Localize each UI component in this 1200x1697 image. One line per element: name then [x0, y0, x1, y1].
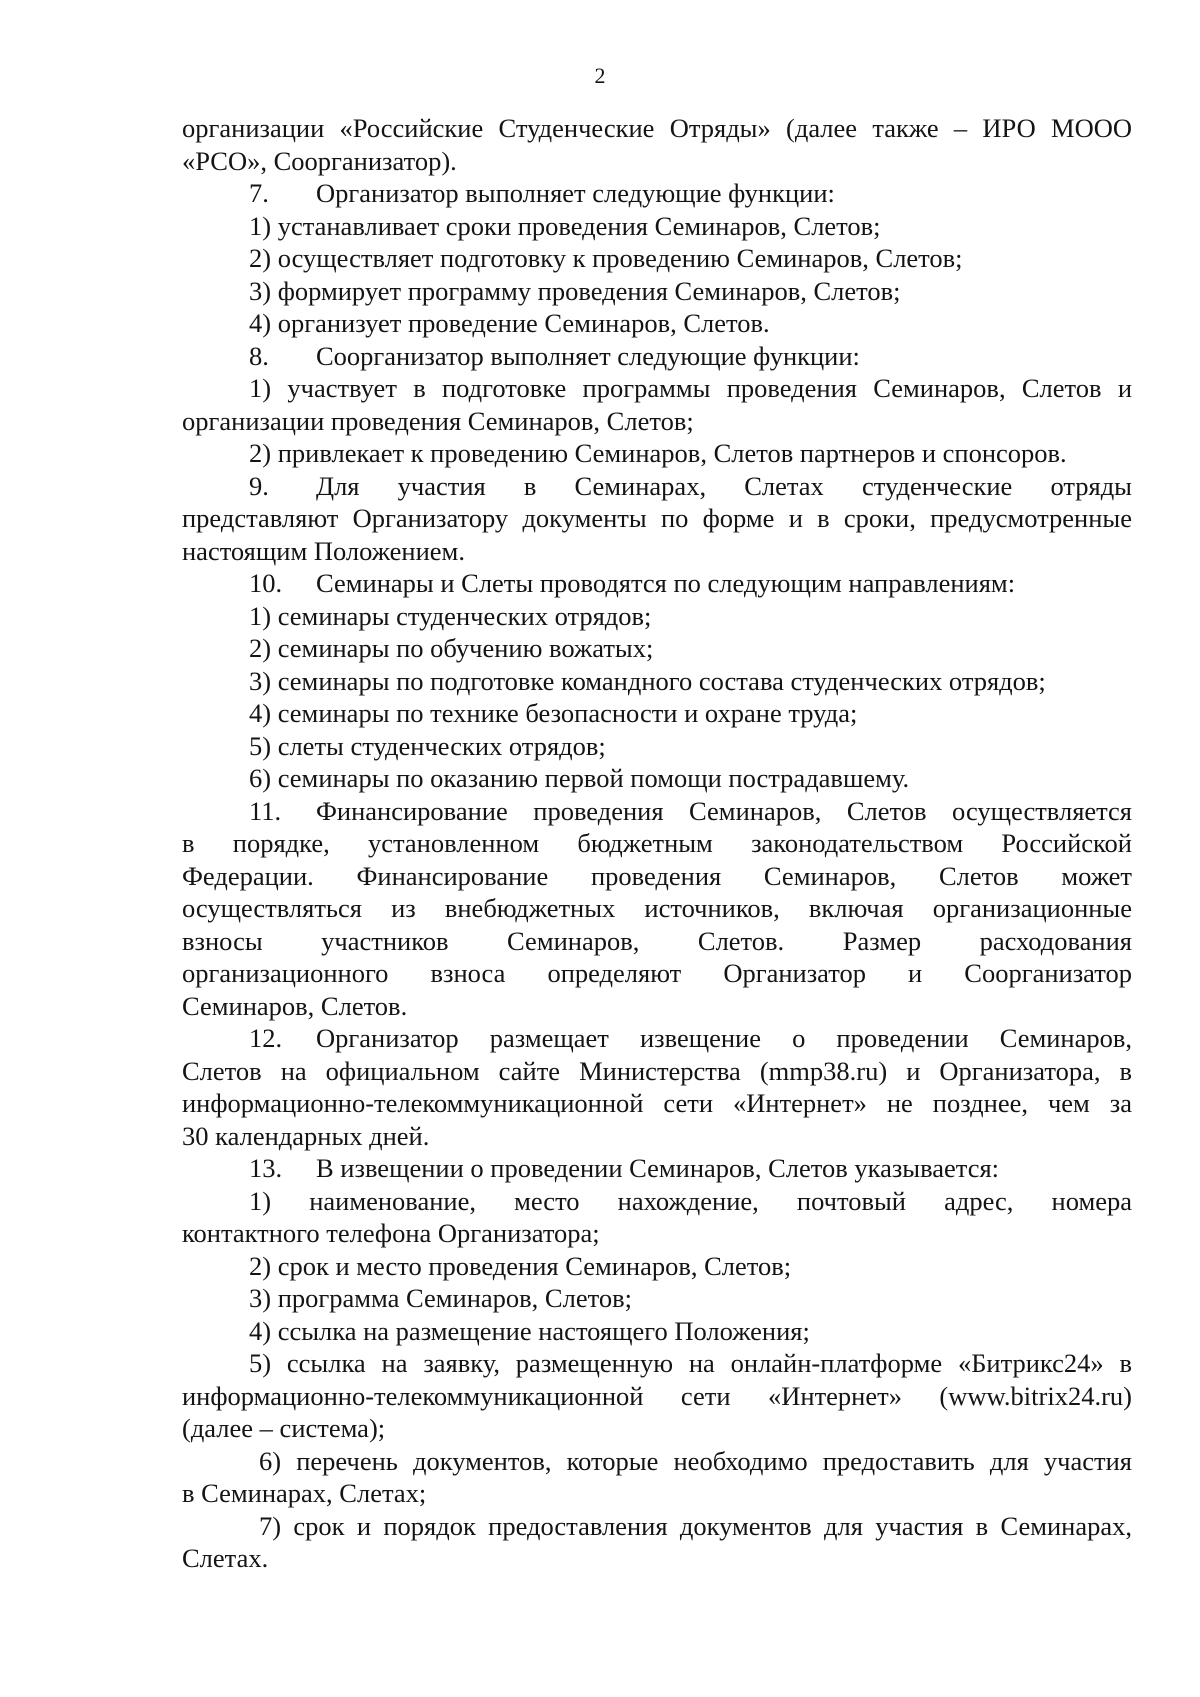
clause-8	[182, 340, 1132, 373]
text-line: 7) срок и порядок предоставления документов для участия в Семинарах,	[259, 1510, 1132, 1541]
text-line: информационно-телекоммуникационной сети «Интернет» не позднее, чем за	[182, 1088, 1132, 1118]
list-item: 4) ссылка на размещение настоящего Положения;	[249, 1315, 810, 1346]
text-line: настоящим Положением.	[182, 535, 465, 566]
text-line: в порядке, установленном бюджетным законодательством Российской	[182, 828, 1132, 858]
text-line: контактного телефона Организатора;	[182, 1218, 600, 1248]
list-item: 4) семинары по технике безопасности и охране труда;	[249, 698, 858, 728]
text-line: организационного взноса определяют Организатор и Соорганизатор	[182, 958, 1132, 988]
clause-7	[182, 177, 1132, 210]
text-line	[182, 795, 1132, 828]
clause-number: 10.	[249, 568, 283, 598]
list-item: 2) осуществляет подготовку к проведению Семинаров, Слетов;	[249, 243, 963, 273]
text-line: представляют Организатору документы по форме и в сроки, предусмотренные	[182, 503, 1132, 533]
clause-text: Соорганизатор выполняет следующие функции:	[316, 340, 860, 371]
clause-12	[182, 1022, 1132, 1152]
clause-text: Организатор выполняет следующие функции:	[316, 178, 835, 208]
text-line: организации «Российские Студенческие Отряды» (далее также – ИРО МООО	[182, 113, 1132, 143]
text-line: «РСО», Соорганизатор).	[182, 145, 457, 176]
list-item: 1) семинары студенческих отрядов;	[249, 600, 652, 631]
document-body	[182, 112, 1132, 1575]
text-line: осуществляться из внебюджетных источников, включая организационные	[182, 893, 1132, 923]
clause-number: 13.	[249, 1153, 283, 1183]
list-item: 3) формирует программу проведения Семинаров, Слетов;	[249, 275, 901, 306]
list-item: 2) семинары по обучению вожатых;	[249, 633, 654, 663]
text-line	[182, 470, 1132, 503]
clause-number: 12.	[249, 1023, 283, 1053]
list-item	[182, 1347, 1132, 1445]
clause-11	[182, 795, 1132, 1023]
text-line: 6) перечень документов, которые необходимо предоставить для участия	[259, 1445, 1132, 1476]
list-item: 3) программа Семинаров, Слетов;	[249, 1283, 632, 1313]
list-item: 6) семинары по оказанию первой помощи пострадавшему.	[249, 763, 910, 793]
text-line: 5) ссылка на заявку, размещенную на онлайн-платформе «Битрикс24» в	[249, 1348, 1132, 1378]
text-line: Слетов на официальном сайте Министерства (mmp38.ru) и Организатора, в	[182, 1055, 1132, 1086]
clause-text: Семинары и Слеты проводятся по следующим направлениям:	[316, 568, 1016, 598]
list-item	[182, 372, 1132, 437]
text-line: (далее – система);	[182, 1413, 386, 1443]
list-item: 2) привлекает к проведению Семинаров, Слетов партнеров и спонсоров.	[249, 438, 1067, 468]
paragraph-cont-organization	[182, 112, 1132, 177]
clause-text: Для участия в Семинарах, Слетах студенческие отряды	[316, 470, 1132, 501]
clause-text: Организатор размещает извещение о проведении Семинаров,	[316, 1023, 1132, 1053]
clause-number: 7.	[249, 178, 269, 208]
list-item	[182, 1445, 1132, 1510]
clause-9	[182, 470, 1132, 568]
text-line: Семинаров, Слетов.	[182, 990, 408, 1021]
clause-10	[182, 567, 1132, 600]
text-line: информационно-телекоммуникационной сети «Интернет» (www.bitrix24.ru)	[182, 1380, 1132, 1411]
text-line: 1) участвует в подготовке программы проведения Семинаров, Слетов и	[249, 373, 1132, 403]
clause-number: 11.	[249, 795, 282, 826]
list-item	[182, 1185, 1132, 1250]
text-line: 1) наименование, место нахождение, почтовый адрес, номера	[249, 1185, 1132, 1216]
list-item: 2) срок и место проведения Семинаров, Слетов;	[249, 1250, 792, 1281]
page-number: 2	[594, 63, 606, 88]
list-item: 1) устанавливает сроки проведения Семинаров, Слетов;	[249, 210, 881, 241]
text-line: Слетах.	[182, 1543, 269, 1573]
clause-13	[182, 1152, 1132, 1185]
list-item	[182, 1510, 1132, 1575]
clause-text: В извещении о проведении Семинаров, Слетов указывается:	[316, 1153, 1000, 1183]
text-line: Федерации. Финансирование проведения Семинаров, Слетов может	[182, 860, 1132, 891]
list-item: 4) организует проведение Семинаров, Слетов.	[249, 308, 770, 338]
text-line	[182, 1022, 1132, 1055]
text-line: в Семинарах, Слетах;	[182, 1478, 427, 1508]
text-line: взносы участников Семинаров, Слетов. Размер расходования	[182, 925, 1132, 956]
text-line: 30 календарных дней.	[182, 1120, 430, 1151]
text-line: организации проведения Семинаров, Слетов;	[182, 405, 694, 436]
clause-number: 9.	[249, 470, 269, 501]
list-item: 5) слеты студенческих отрядов;	[249, 730, 606, 761]
clause-text: Финансирование проведения Семинаров, Слетов осуществляется	[316, 795, 1132, 826]
clause-number: 8.	[249, 340, 269, 371]
list-item: 3) семинары по подготовке командного состава студенческих отрядов;	[249, 665, 1046, 696]
